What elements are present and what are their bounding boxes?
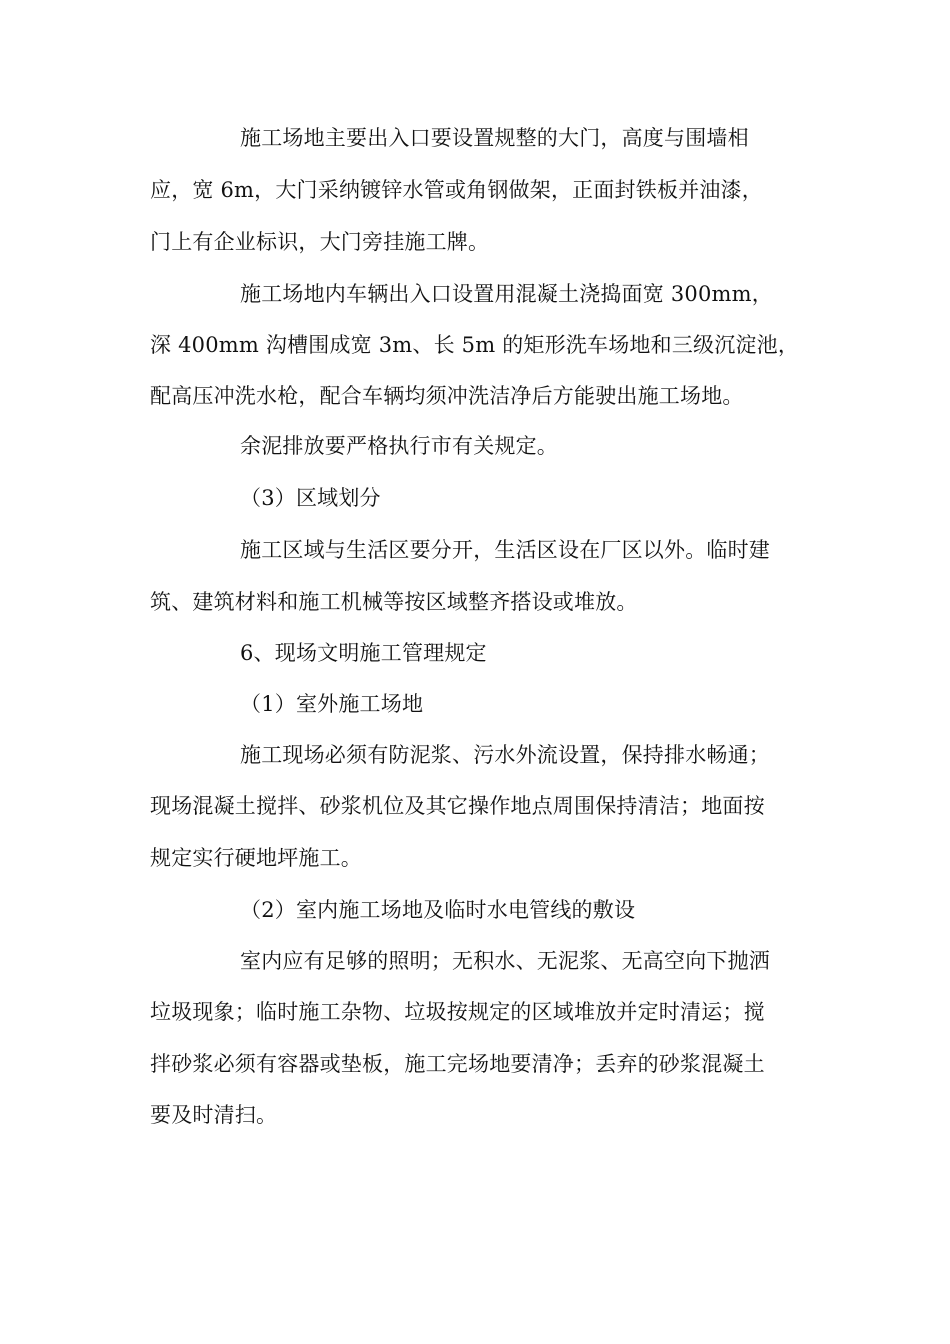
paragraph-4-line-2: 筑、建筑材料和施工机械等按区域整齐搭设或堆放。 [150, 590, 638, 614]
paragraph-2-line-2: 深 400mm 沟槽围成宽 3m、长 5m 的矩形洗车场地和三级沉淀池， [150, 333, 800, 357]
paragraph-3: 余泥排放要严格执行市有关规定。 [240, 434, 558, 458]
paragraph-5-line-1: 施工现场必须有防泥浆、污水外流设置，保持排水畅通； [240, 743, 770, 767]
heading-indoor-site: （2）室内施工场地及临时水电管线的敷设 [240, 898, 636, 922]
paragraph-6-line-2: 垃圾现象；临时施工杂物、垃圾按规定的区域堆放并定时清运；搅 [150, 1000, 765, 1024]
paragraph-1-line-3: 门上有企业标识，大门旁挂施工牌。 [150, 230, 490, 254]
paragraph-4-line-1: 施工区域与生活区要分开，生活区设在厂区以外。临时建 [240, 538, 770, 562]
paragraph-2-line-1: 施工场地内车辆出入口设置用混凝土浇捣面宽 300mm， [240, 282, 773, 306]
paragraph-6-line-3: 拌砂浆必须有容器或垫板，施工完场地要清净；丢弃的砂浆混凝土 [150, 1052, 765, 1076]
paragraph-6-line-1: 室内应有足够的照明；无积水、无泥浆、无高空向下抛洒 [240, 949, 770, 973]
paragraph-5-line-3: 规定实行硬地坪施工。 [150, 846, 362, 870]
heading-outdoor-site: （1）室外施工场地 [240, 692, 424, 716]
paragraph-2-line-3: 配高压冲洗水枪，配合车辆均须冲洗洁净后方能驶出施工场地。 [150, 384, 744, 408]
heading-area-division: （3）区域划分 [240, 486, 381, 510]
paragraph-1-line-2: 应，宽 6m，大门采纳镀锌水管或角钢做架，正面封铁板并油漆， [150, 178, 763, 202]
paragraph-5-line-2: 现场混凝土搅拌、砂浆机位及其它操作地点周围保持清洁；地面按 [150, 794, 765, 818]
paragraph-6-line-4: 要及时清扫。 [150, 1103, 278, 1127]
heading-section-6: 6、现场文明施工管理规定 [240, 641, 487, 665]
paragraph-1-line-1: 施工场地主要出入口要设置规整的大门，高度与围墙相 [240, 126, 749, 150]
